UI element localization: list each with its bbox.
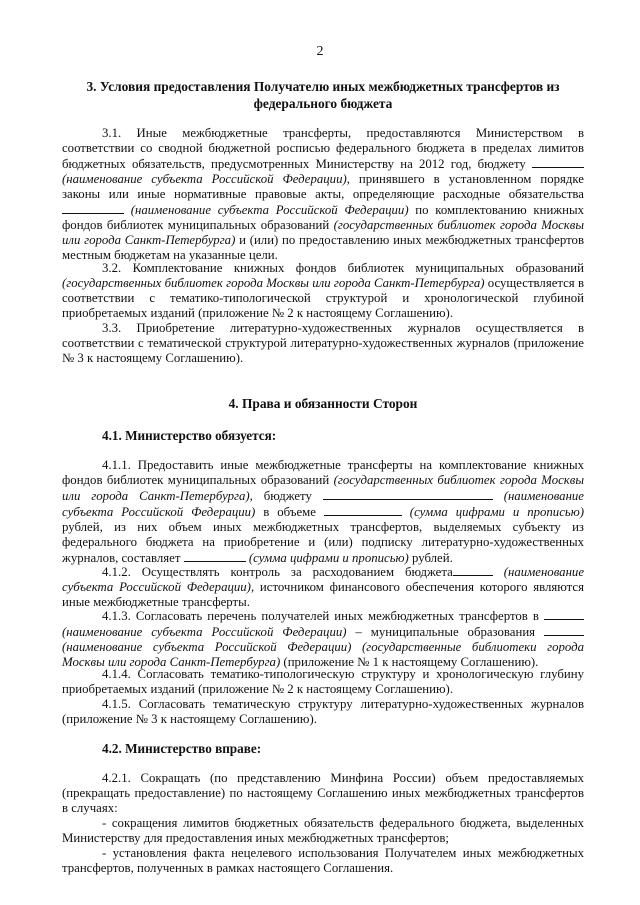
section-3-title-line-1: 3. Условия предоставления Получателю иных межбюджетных трансфертов из <box>86 79 560 94</box>
fill-in-blank-line <box>453 564 493 576</box>
italic-placeholder-text: (наименование субъекта Российской Федерации) <box>124 203 409 217</box>
paragraph-3-1-text <box>62 126 584 263</box>
text-run: 3.3. Приобретение литературно-художественных журналов осуществляется в соответствии с тематической структурой литературно-художественных журналов (приложение № 3 к настоящему Соглашению). <box>62 321 584 365</box>
paragraph-3-1 <box>62 126 584 263</box>
text-run: 4.1.5. Согласовать тематическую структуру литературно-художественных журналов (приложение № 3 к настоящему Соглашению). <box>62 697 584 726</box>
paragraph-4-2-1-item-b <box>62 846 584 876</box>
text-run: 4.1.3. Согласовать перечень получателей иных межбюджетных трансфертов в <box>102 609 544 623</box>
text-run: 4.1.4. Согласовать тематико-типологическую структуру и хронологическую глубину приобретаемых изданий (приложение № 2 к настоящему Соглашению). <box>62 667 584 696</box>
paragraph-4-1-1-text <box>62 458 584 566</box>
text-run: 4.2.1. Сокращать (по представлению Минфина России) объем предоставляемых (прекращать предоставление) по настоящему Соглашению иных межбюджетных трансфертов в случаях: <box>62 771 584 815</box>
paragraph-4-1-4 <box>62 667 584 697</box>
section-4-heading <box>62 396 584 412</box>
page-number: 2 <box>316 44 324 59</box>
text-run: в объеме <box>255 505 324 519</box>
section-4-title: 4. Права и обязанности Сторон <box>228 396 418 411</box>
section-3-heading <box>62 78 584 112</box>
section-3-title-line-2: федерального бюджета <box>253 96 393 111</box>
text-run: - установления факта нецелевого использования Получателем иных межбюджетных трансфертов, полученных в рамках настоящего Соглашения. <box>62 846 584 875</box>
italic-placeholder-text: (сумма цифрами и прописью) <box>245 551 409 565</box>
paragraph-4-1-3 <box>62 608 584 670</box>
paragraph-4-1-2-text <box>62 564 584 610</box>
text-run: - сокращения лимитов бюджетных обязательств федерального бюджета, выделенных Министерству для предоставления иных межбюджетных трансфертов; <box>62 816 584 845</box>
text-run: рублей. <box>408 551 453 565</box>
subsection-4-1-title: 4.1. Министерство обязуется: <box>102 428 277 443</box>
paragraph-4-1-3-text <box>62 608 584 670</box>
paragraph-4-2-1-text <box>62 771 584 816</box>
subsection-4-2-title: 4.2. Министерство вправе: <box>102 741 262 756</box>
fill-in-blank-line <box>323 488 493 500</box>
fill-in-blank-line <box>544 624 584 636</box>
paragraph-3-3-text <box>62 321 584 366</box>
paragraph-4-2-1-item-b-text <box>62 846 584 876</box>
paragraph-3-3 <box>62 321 584 366</box>
italic-placeholder-text: (государственных библиотек города Москвы или города Санкт-Петербурга) <box>62 218 584 247</box>
italic-placeholder-text: (наименование субъекта Российской Федерации) <box>62 625 347 639</box>
paragraph-4-2-1-item-a-text <box>62 816 584 846</box>
italic-placeholder-text: (государственных библиотек города Москвы или города Санкт-Петербурга) <box>62 473 584 503</box>
subsection-4-1 <box>62 428 584 444</box>
paragraph-4-1-1 <box>62 458 584 566</box>
fill-in-blank-line <box>62 202 124 214</box>
fill-in-blank-line <box>532 156 584 168</box>
text-run: , бюджету <box>249 489 323 503</box>
italic-placeholder-text: (наименование субъекта Российской Федерации) <box>62 565 584 594</box>
text-run: 3.2. Комплектование книжных фондов библиотек муниципальных образований <box>102 261 584 275</box>
paragraph-3-2-text <box>62 261 584 321</box>
text-run: 3.1. Иные межбюджетные трансферты, предоставляются Министерством в соответствии со сводной бюджетной росписью федерального бюджета в пределах лимитов бюджетных обязательств, предусмотренных Министерству на 2012 год, бюджету <box>62 126 584 171</box>
fill-in-blank-line <box>544 608 584 620</box>
paragraph-4-1-2 <box>62 564 584 610</box>
text-run: , источником финансового обеспечения которого являются иные межбюджетные трансферты. <box>62 580 584 609</box>
subsection-4-2 <box>62 741 584 757</box>
text-run: (приложение № 1 к настоящему Соглашению). <box>280 655 539 669</box>
text-run: 4.1.1. Предоставить иные межбюджетные трансферты на комплектование книжных фондов библиотек муниципальных образований <box>62 458 584 487</box>
italic-placeholder-text: (сумма цифрами и прописью) <box>401 505 584 519</box>
text-run: 4.1.2. Осуществлять контроль за расходованием бюджета <box>102 565 453 579</box>
paragraph-3-2 <box>62 261 584 321</box>
italic-placeholder-text: (наименование субъекта Российской Федерации) <box>62 489 584 519</box>
italic-placeholder-text: (государственных библиотек города Москвы или города Санкт-Петербурга) <box>62 276 485 290</box>
text-run: – муниципальные образования <box>346 625 544 639</box>
text-run: по комплектованию книжных фондов библиотек муниципальных образований <box>62 203 584 232</box>
paragraph-4-1-4-text <box>62 667 584 697</box>
italic-placeholder-text: (наименование субъекта Российской Федерации) <box>62 172 347 186</box>
paragraph-4-1-5 <box>62 697 584 727</box>
paragraph-4-2-1 <box>62 771 584 816</box>
italic-placeholder-text: (наименование субъекта Российской Федерации) (государственные библиотеки города Москвы или города Санкт-Петербурга) <box>62 640 584 669</box>
fill-in-blank-line <box>324 504 402 516</box>
paragraph-4-1-5-text <box>62 697 584 727</box>
text-run: и (или) по предоставлению иных межбюджетных трансфертов местным бюджетам на указанные цели. <box>62 233 584 262</box>
text-run: , принявшего в установленном порядке законы или иные нормативные правовые акты, определяющие расходные обязательства <box>62 172 584 201</box>
paragraph-4-2-1-item-a <box>62 816 584 846</box>
text-run: осуществляется в соответствии с тематико-типологической структурой и хронологической глубиной приобретаемых изданий (приложение № 2 к настоящему Соглашению). <box>62 276 584 320</box>
text-run: рублей, из них объем иных межбюджетных трансфертов, выделяемых субъекту из федерального бюджета на приобретение и (или) подписку литературно-художественных журналов, составляет <box>62 520 584 565</box>
fill-in-blank-line <box>184 550 246 562</box>
